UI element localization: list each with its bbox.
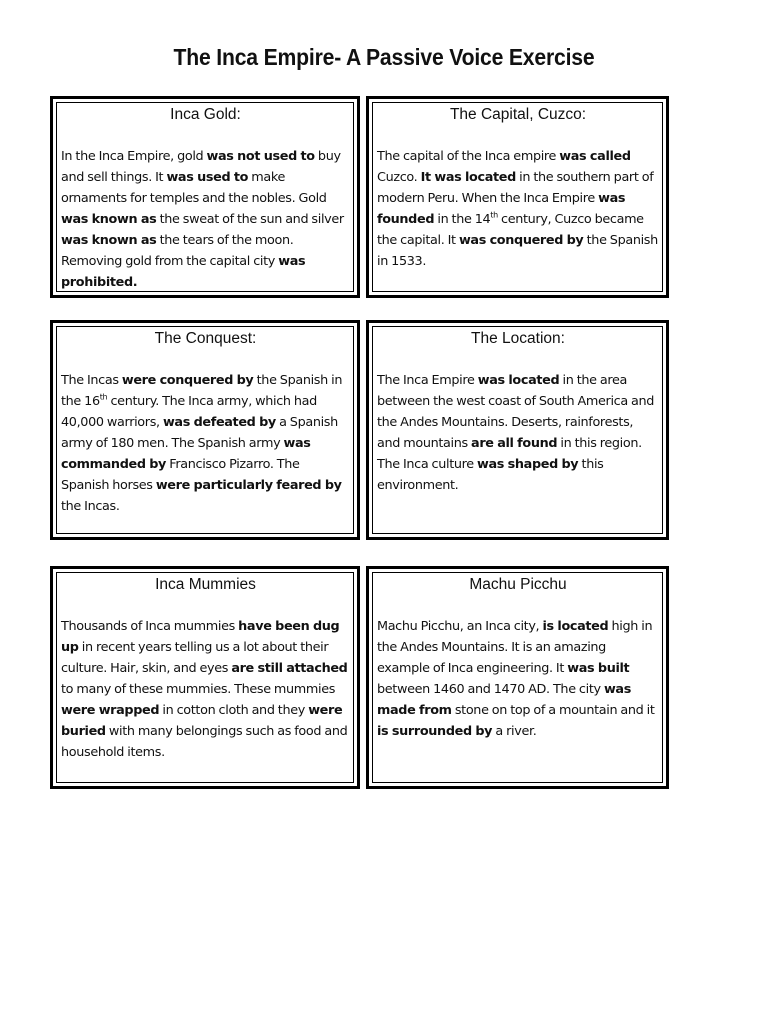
passive-phrase: were conquered by xyxy=(121,373,254,388)
card-capital-cuzco xyxy=(366,96,669,298)
card-inner-border xyxy=(372,102,663,292)
ordinal-suffix: th xyxy=(490,210,498,220)
body-text: a Spanish army of 180 men. The Spanish army xyxy=(61,415,338,451)
passive-phrase: were particularly feared by xyxy=(155,478,342,493)
card-inca-mummies xyxy=(50,566,360,789)
card-conquest xyxy=(50,320,360,540)
passive-phrase: was made from xyxy=(377,682,631,718)
passive-phrase: was defeated by xyxy=(162,415,276,430)
body-text: century. The Inca army, which had 40,000 warriors, xyxy=(61,394,317,430)
passive-phrase: are still attached xyxy=(231,661,348,676)
passive-phrase: was used to xyxy=(166,170,249,185)
body-text: In the Inca Empire, gold xyxy=(61,149,207,164)
body-text: the Spanish in 1533. xyxy=(377,233,658,269)
passive-phrase: was commanded by xyxy=(61,436,311,472)
passive-phrase: was shaped by xyxy=(477,457,579,472)
passive-phrase: was not used to xyxy=(206,149,315,164)
body-text: Francisco Pizarro. The Spanish horses xyxy=(61,457,300,493)
card-inca-gold xyxy=(50,96,360,298)
card-body xyxy=(377,370,659,496)
card-body xyxy=(377,616,659,742)
card-body xyxy=(61,616,350,763)
body-text: in cotton cloth and they xyxy=(159,703,309,718)
body-text: in this region. The Inca culture xyxy=(377,436,642,472)
body-text: in recent years telling us a lot about their culture. Hair, skin, and eyes xyxy=(61,640,329,676)
card-body xyxy=(377,146,659,272)
body-text: Thousands of Inca mummies xyxy=(61,619,239,634)
passive-phrase: were wrapped xyxy=(61,703,160,718)
passive-phrase: was built xyxy=(567,661,630,676)
passive-phrase: was located xyxy=(477,373,560,388)
page-title: The Inca Empire- A Passive Voice Exercise xyxy=(173,44,595,70)
card-inner-border xyxy=(56,102,354,292)
passive-phrase: were buried xyxy=(61,703,343,739)
body-text: in the area between the west coast of South America and the Andes Mountains. Deserts, rainforests, and mountains xyxy=(377,373,655,451)
card-title: The Capital, Cuzco: xyxy=(449,106,587,123)
body-text: in the 14 xyxy=(434,212,491,227)
passive-phrase: was known as xyxy=(61,212,157,227)
body-text: The capital of the Inca empire xyxy=(377,149,560,164)
passive-phrase: have been dug up xyxy=(61,619,340,655)
card-title: The Conquest: xyxy=(154,330,257,347)
card-body xyxy=(61,370,350,517)
passive-phrase: was known as xyxy=(61,233,157,248)
body-text: in the southern part of modern Peru. When the Inca Empire xyxy=(377,170,654,206)
card-title: Inca Gold: xyxy=(170,106,241,123)
body-text: buy and sell things. It xyxy=(61,149,341,185)
card-inner-border xyxy=(56,326,354,534)
card-location xyxy=(366,320,669,540)
body-text: this environment. xyxy=(377,457,604,493)
body-text: century, Cuzco became the capital. It xyxy=(377,212,644,248)
card-title: Inca Mummies xyxy=(155,576,256,593)
passive-phrase: was founded xyxy=(377,191,626,227)
body-text: a river. xyxy=(492,724,537,739)
card-title: Machu Picchu xyxy=(469,576,567,593)
card-inner-border xyxy=(372,572,663,783)
passive-phrase: is located xyxy=(542,619,609,634)
passive-phrase: are all found xyxy=(471,436,558,451)
body-text: the Spanish in the 16 xyxy=(61,373,343,409)
body-text: high in the Andes Mountains. It is an amazing example of Inca engineering. It xyxy=(377,619,653,676)
card-body xyxy=(61,146,350,293)
body-text: the Incas. xyxy=(61,499,120,514)
body-text: make ornaments for temples and the nobles. Gold xyxy=(61,170,327,206)
passive-phrase: was called xyxy=(559,149,631,164)
body-text: the tears of the moon. Removing gold from the capital city xyxy=(61,233,294,269)
body-text: The Incas xyxy=(61,373,122,388)
card-machu-picchu xyxy=(366,566,669,789)
body-text: between 1460 and 1470 AD. The city xyxy=(377,682,604,697)
body-text: to many of these mummies. These mummies xyxy=(61,682,336,697)
card-title: The Location: xyxy=(471,330,565,347)
passive-phrase: is surrounded by xyxy=(377,724,493,739)
body-text: The Inca Empire xyxy=(377,373,478,388)
passive-phrase: was prohibited. xyxy=(61,254,306,290)
passive-phrase: was conquered by xyxy=(458,233,584,248)
card-inner-border xyxy=(56,572,354,783)
body-text: Machu Picchu, an Inca city, xyxy=(377,619,543,634)
body-text: with many belongings such as food and household items. xyxy=(61,724,348,760)
passive-phrase: It was located xyxy=(420,170,516,185)
body-text: stone on top of a mountain and it xyxy=(451,703,655,718)
ordinal-suffix: th xyxy=(99,392,108,402)
body-text: Cuzco. xyxy=(377,170,421,185)
card-inner-border xyxy=(372,326,663,534)
body-text: the sweat of the sun and silver xyxy=(156,212,344,227)
